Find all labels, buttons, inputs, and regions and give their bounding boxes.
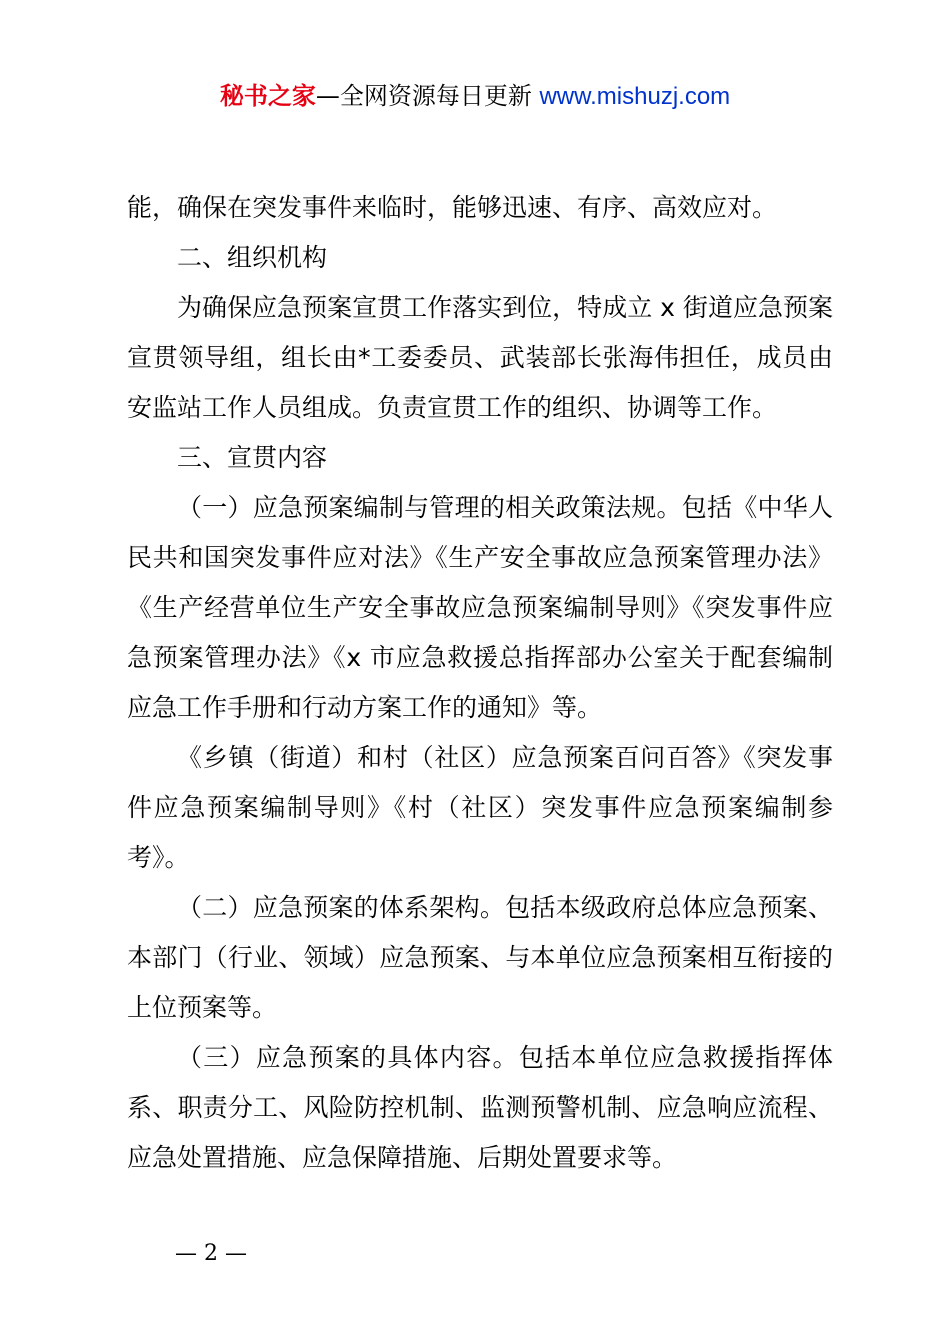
site-brand: 秘书之家 — [219, 82, 316, 110]
paragraph-continuation: 能，确保在突发事件来临时，能够迅速、有序、高效应对。 — [127, 193, 778, 222]
section-heading-content: 三、宣贯内容 — [177, 443, 328, 472]
page-number: — 2 — — [175, 1241, 247, 1266]
paragraph-content-2: （二）应急预案的体系架构。包括本级政府总体应急预案、本部门（行业、领域）应急预案、与本单位应急预案相互衔接的上位预案等。 — [127, 893, 833, 1022]
paragraph-organization: 为确保应急预案宣贯工作落实到位，特成立 x 街道应急预案宣贯领导组，组长由*工委委员、武装部长张海伟担任，成员由安监站工作人员组成。负责宣贯工作的组织、协调等工作。 — [127, 293, 833, 422]
document-body — [127, 183, 833, 1183]
site-url-link[interactable]: www.mishuzj.com — [539, 83, 731, 110]
page-header — [0, 78, 950, 115]
section-heading-organization: 二、组织机构 — [177, 243, 328, 272]
paragraph-content-1: （一）应急预案编制与管理的相关政策法规。包括《中华人民共和国突发事件应对法》《生产安全事故应急预案管理办法》《生产经营单位生产安全事故应急预案编制导则》《突发事件应急预案管理办法》《x 市应急救援总指挥部办公室关于配套编制应急工作手册和行动方案工作的通知》等。 — [127, 493, 833, 722]
paragraph-content-references: 《乡镇（街道）和村（社区）应急预案百问百答》《突发事件应急预案编制导则》《村（社区）突发事件应急预案编制参考》。 — [127, 743, 833, 872]
site-tagline: —全网资源每日更新 — [315, 82, 532, 110]
paragraph-content-3: （三）应急预案的具体内容。包括本单位应急救援指挥体系、职责分工、风险防控机制、监测预警机制、应急响应流程、应急处置措施、应急保障措施、后期处置要求等。 — [127, 1043, 833, 1172]
